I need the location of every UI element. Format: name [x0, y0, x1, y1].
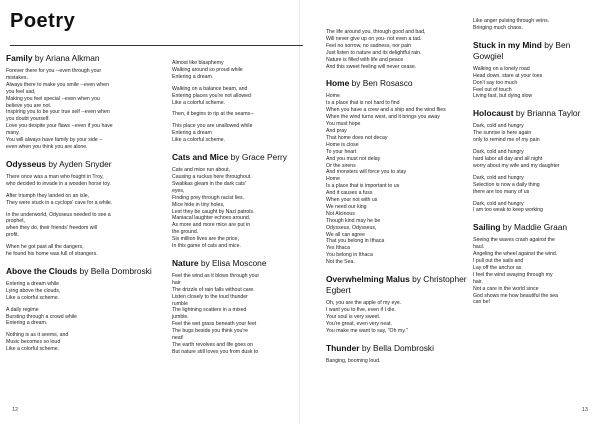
poem-line: Like anger pulsing through veins. — [473, 18, 550, 24]
poem — [326, 78, 473, 266]
poem-line: Oh, you are the apple of my eye. — [326, 300, 402, 307]
poem-author: by Bella Dombroski — [361, 342, 434, 353]
poem-line: Like a colorful scheme. — [6, 294, 60, 301]
poem-line: many. — [6, 130, 20, 137]
poem-line: jumble. — [172, 314, 189, 321]
column-2 — [172, 60, 302, 364]
poem-line: Like a colorful scheme. — [6, 346, 60, 353]
poem-line: They were stuck in a cyclops' cave for a while. — [6, 199, 113, 206]
poem-stanza — [172, 273, 302, 356]
poem-line: When your not with us — [326, 197, 378, 204]
poem-line: hair. — [473, 278, 483, 285]
poem-author: by Ariana Alkman — [34, 53, 100, 63]
poem-line: I am too weak to keep working — [473, 207, 544, 214]
poem-line: worry about my wife and my daughter — [473, 162, 560, 169]
poem-line: And you must not delay — [326, 155, 381, 162]
poem-stanza — [326, 93, 473, 266]
poem-author: by Christopher Egbert — [326, 274, 467, 296]
poem-heading — [6, 159, 154, 170]
poem-line: Don't say too much — [473, 79, 518, 86]
poem-line: who decided to invade in a wooden horse toy. — [6, 180, 111, 187]
poem-line: haul. — [473, 244, 485, 251]
poem-stanza — [326, 358, 473, 365]
poem — [473, 108, 593, 214]
poem-title: Thunder — [326, 342, 360, 353]
poem-line: hair — [172, 279, 181, 286]
poem-line: Like a colorful scheme. — [172, 99, 226, 106]
poem — [326, 343, 473, 365]
poem-title: Family — [6, 53, 33, 63]
poem-line: You will always have family by your side -- — [6, 137, 103, 144]
poem — [6, 159, 154, 258]
poem — [473, 40, 593, 101]
poem-stanza — [6, 244, 154, 258]
poem-line: The sunrise is here again — [473, 130, 532, 137]
poem-line: And pray — [326, 127, 347, 134]
poem-title: Stuck in my Mind — [473, 39, 542, 50]
poem-line: The bugs beside you think you're — [172, 328, 248, 335]
poem-heading — [473, 108, 593, 119]
poem-line: Mice hide in tiny holes, — [172, 201, 225, 208]
poem-stanza — [172, 86, 302, 107]
poem-line: Odysseus, Odysseus, — [326, 224, 377, 231]
poem-line: Listen closely to the loud thunder — [172, 293, 248, 300]
poem — [6, 266, 154, 353]
poem-line: you feel sad, — [6, 88, 36, 95]
poem-heading — [473, 222, 593, 233]
poem-stanza — [473, 237, 593, 306]
poem-author: by Ben Gowgiel — [473, 39, 571, 61]
poem-line: That you belong in Ithaca — [326, 238, 385, 245]
poem-line: eyes, — [172, 187, 185, 194]
poem-line: When you have a crew and a ship and the wind flies — [326, 107, 446, 114]
poem-author: by Bella Dombroski — [79, 265, 152, 276]
poem-title: Cats and Mice — [172, 152, 229, 163]
poem-line: You make me want to say, "Oh my." — [326, 327, 408, 334]
poem-line: This place you are unallowed while — [172, 123, 253, 130]
poem-line: Feel no sorrow, no sadness, nor pain — [326, 42, 412, 49]
poem-title: Home — [326, 78, 350, 89]
poem-line: You're great, even very neat. — [326, 320, 392, 327]
poem-line: To your heart — [326, 148, 357, 155]
poem-stanza — [6, 174, 154, 188]
poem-stanza — [6, 281, 154, 302]
poem-line: Bursting through a crowd while — [6, 313, 77, 320]
poem-line: Angeling the wheel against the wind. — [473, 251, 558, 258]
poem-line: Feel the wind as it blows through your — [172, 272, 260, 279]
poem-line: When he got past all the dangers, — [6, 244, 84, 251]
poem-stanza — [326, 300, 473, 335]
poem-heading — [326, 274, 473, 296]
poem-heading — [172, 258, 302, 269]
poem-heading — [172, 152, 302, 163]
poem-line: Love you despite your flaws --even if you have — [6, 123, 113, 130]
poem-line: Entering a dream while — [6, 280, 60, 287]
poem-line: The drizzle of rain falls without care. — [172, 286, 255, 293]
poem-line: Dark, cold and hungry — [473, 123, 524, 130]
poem-stanza — [6, 332, 154, 353]
poem-author: by Brianna Taylor — [515, 108, 581, 119]
poem-line: Or the sirens — [326, 162, 356, 169]
poem-line: there are too many of us — [473, 188, 530, 195]
poem-line: You must hope — [326, 121, 361, 128]
poem-heading — [326, 343, 473, 354]
poem-line: Though kind may he be — [326, 217, 381, 224]
poem-line: Walking around so proud while — [172, 66, 243, 73]
poem-title: Holocaust — [473, 108, 514, 119]
poem-stanza — [473, 175, 593, 196]
poem-line: The life around you, through good and bad, — [326, 29, 426, 35]
poem-line: Will never give up on you- not even a tad. — [326, 35, 422, 42]
poem-line: A daily regime — [6, 306, 39, 313]
poem-line: And it causes a fuss — [326, 190, 373, 197]
poem — [473, 18, 593, 32]
poem-author: by Grace Perry — [230, 152, 287, 163]
poem-line: Six million lives are the price, — [172, 236, 239, 243]
poem-title: Sailing — [473, 222, 501, 233]
poem-line: Lying above the clouds, — [6, 287, 61, 294]
poem-line: And monsters will force you to stay — [326, 169, 407, 176]
poem-stanza — [6, 193, 154, 207]
poem-line: Nothing is as it seems, and — [6, 332, 69, 339]
poem-heading — [326, 78, 473, 89]
poem-line: prophet, — [6, 218, 26, 225]
poem-stanza — [473, 123, 593, 144]
poem-line: Walking on a balance beam, and — [172, 85, 248, 92]
poem-stanza — [6, 212, 154, 240]
poem-line: Nature is filled with life and peace — [326, 56, 404, 63]
poem-author: by Maddie Graan — [502, 222, 568, 233]
poem-line: Entering a dream. — [6, 320, 48, 327]
poem-line: Yes Ithaca — [326, 245, 351, 252]
poem-line: Dark, cold and hungry — [473, 149, 524, 156]
poem-line: That home does not decay — [326, 134, 388, 141]
poem-line: Not the Sea. — [326, 259, 355, 266]
column-1 — [6, 53, 154, 361]
poem-line: he found his home was full of strangers. — [6, 251, 98, 258]
poem-line: Seeing the waves crash against the — [473, 237, 555, 244]
poem-line: Forever there for you --even through your — [6, 68, 102, 74]
poem-line: In this game of cats and mice. — [172, 243, 241, 250]
poem-line: Home is close — [326, 141, 359, 148]
poem-line: Dark, cold and hungry — [473, 200, 524, 207]
column-3 — [326, 29, 473, 373]
poem-line: Walking on a lonely road — [473, 65, 530, 72]
poem-line: We need our king — [326, 203, 367, 210]
poem-author: by Elisa Moscone — [200, 257, 267, 268]
poem — [326, 274, 473, 335]
poem-line: There once was a man who fought in Troy, — [6, 173, 104, 180]
poem-heading — [473, 40, 593, 62]
poem-line: You belong in Ithaca — [326, 252, 373, 259]
poem-line: As more and more mice are put in — [172, 222, 251, 229]
poem — [6, 53, 154, 151]
poem-line: Not Alcinous — [326, 210, 355, 217]
poem-line: you doubt yourself. — [6, 116, 50, 123]
poem-line: Not a care in the world since — [473, 285, 539, 292]
poem-line: After triumph they landed on an isle, — [6, 192, 90, 199]
poem-line: Music becomes so loud — [6, 339, 61, 346]
poem — [473, 222, 593, 306]
poem-title: Odysseus — [6, 158, 47, 169]
poem-line: only to remind me of my pain — [473, 137, 540, 144]
poem-line: neat! — [172, 335, 184, 342]
poem-line: can be! — [473, 299, 491, 306]
poem-line: Lest they be caught by Nazi patrols. — [172, 208, 255, 215]
column-4 — [473, 18, 593, 314]
poem-line: believe you are not. — [6, 102, 52, 109]
poem-line: hard labor all day and all night — [473, 155, 543, 162]
poem-line: Feel out of touch — [473, 86, 512, 93]
poem-line: Dark, cold and hungry — [473, 174, 524, 181]
poem-line: Like a colorful scheme. — [172, 137, 226, 144]
poem-line: We all can agree — [326, 231, 365, 238]
poem-stanza — [172, 60, 302, 81]
poem-heading — [6, 266, 154, 277]
poem-line: Finding prey through racist lies. — [172, 194, 245, 201]
poem-stanza — [326, 29, 473, 70]
page-title: Poetry — [10, 10, 76, 32]
poem-line: Swatikas gleam in the dark cats' — [172, 180, 246, 187]
poem-stanza — [172, 111, 302, 118]
poem — [326, 29, 473, 70]
poem-line: Banging, booming loud. — [326, 357, 381, 364]
poem — [172, 152, 302, 250]
poem-line: Your soul is very sweet. — [326, 313, 381, 320]
poem-line: When the wind turns west, and it brings you away — [326, 114, 440, 121]
poem-line: Then, it begins to rip at the seams-- — [172, 111, 254, 118]
poem-line: Home — [326, 176, 340, 183]
poem-line: Lay off the anchor as — [473, 264, 522, 271]
poem-line: God shows me how beautiful the sea — [473, 292, 559, 299]
poem-line: In the underworld, Odysseus needed to see a — [6, 211, 111, 218]
poem-stanza — [473, 201, 593, 215]
poem-line: Causing a ruckus here throughout. — [172, 173, 252, 180]
poem-line: Is a place that is important to us — [326, 183, 400, 190]
poem-line: Living fast, but dying slow — [473, 93, 533, 100]
poem-author: by Ayden Snyder — [48, 158, 112, 169]
poem-line: Bringing much chaos. — [473, 24, 523, 31]
poem-line: Making you feel special --even when you — [6, 95, 100, 102]
poem-line: mistakes. — [6, 74, 28, 81]
poem-title: Overwhelming Malus — [326, 274, 410, 285]
poem-line: Feel the wet grass beneath your feet — [172, 321, 257, 328]
poem-line: Entering places you're not allowed — [172, 92, 251, 99]
poem-heading — [6, 53, 154, 64]
poem-line: profit. — [6, 232, 19, 239]
poem-line: Cats and mice run about, — [172, 167, 230, 174]
poem-line: The lightning scatters in a mixed — [172, 307, 247, 314]
poem-line: Home — [326, 93, 340, 100]
poem-line: Almost like blasphemy — [172, 60, 224, 66]
poem-title: Above the Clouds — [6, 265, 78, 276]
poem-title: Nature — [172, 257, 199, 268]
poem-stanza — [172, 123, 302, 144]
poem-author: by Ben Rosasco — [351, 78, 413, 89]
poem-line: Just listen to nature and its delightful rain. — [326, 49, 422, 56]
poem-line: Entering a dream. — [172, 73, 214, 80]
poem-line: Is a place that is not hard to find — [326, 100, 400, 107]
poem-line: rumble — [172, 300, 188, 307]
poem-stanza — [172, 167, 302, 250]
poem — [172, 60, 302, 144]
poem-stanza — [473, 149, 593, 170]
poem-line: Head down, stare at your toes — [473, 72, 543, 79]
poem-stanza — [473, 66, 593, 101]
title-divider — [10, 45, 303, 46]
poem-line: The earth revolves and life goes on — [172, 342, 254, 348]
poem — [172, 258, 302, 356]
poem-line: the ground. — [172, 229, 199, 236]
poem-line: I pull out the sails and — [473, 258, 524, 265]
poem-line: But nature still loves you from dusk to — [172, 348, 259, 355]
poem-line: even when you think you are alone. — [6, 143, 88, 150]
poem-line: Maniacal laughter echoes around, — [172, 215, 251, 222]
page-number-right: 13 — [581, 407, 588, 413]
poem-stanza — [6, 68, 154, 151]
poem-line: I feel the wind swaying through my — [473, 271, 553, 278]
poem-line: And this sweet feeling will never cease. — [326, 63, 417, 70]
poem-line: I want you to five, even if I die. — [326, 307, 396, 313]
poem-line: when they do, their friends' freedom will — [6, 225, 97, 232]
poem-line: Selection is now a daily thing — [473, 181, 540, 188]
page-number-left: 12 — [12, 407, 19, 413]
poem-line: Inspiring you to be your true self --even when — [6, 109, 110, 116]
poem-line: Always there to make you smile --even when — [6, 81, 109, 88]
poem-line: Entering a dream — [172, 130, 212, 137]
poem-stanza — [473, 18, 593, 32]
poem-stanza — [6, 307, 154, 328]
